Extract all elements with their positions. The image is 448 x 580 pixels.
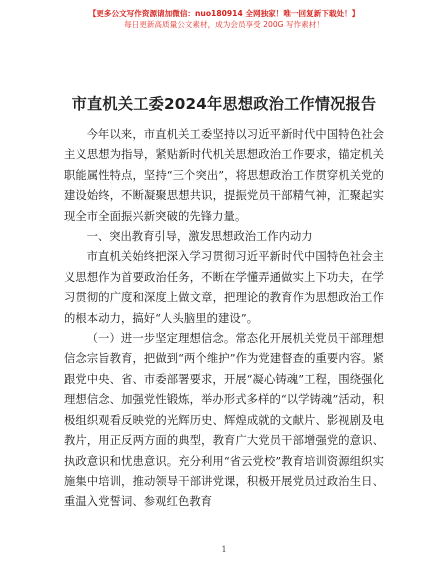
promo-banner-line1: 【更多公文写作资源请加微信：nuo180914 全网独家！唯一回复新下载处！】 [88, 9, 360, 18]
section-heading: 一、突出教育引导，激发思想政治工作内动力 [86, 230, 313, 244]
document-title: 市直机关工委2024年思想政治工作情况报告 [71, 95, 377, 113]
intro-paragraph: 今年以来，市直机关工委坚持以习近平新时代中国特色社会主义思想为指导，紧贴新时代机关思想政治工作要求，锚定机关职能属性特点，坚持“三个突出”，将思想政治工作贯穿机关党的建设始终，不断凝聚思想共识，提振党员干部精气神，汇聚起实现全市全面振兴新突破的先锋力量。 [64, 128, 384, 223]
page-number: 1 [221, 545, 227, 554]
promo-banner [0, 8, 448, 30]
document-body [64, 125, 384, 513]
promo-banner-line2: 每日更新高质量公文素材，成为会员享受 200G 写作素材！ [124, 20, 324, 29]
section-paragraph: 市直机关始终把深入学习贯彻习近平新时代中国特色社会主义思想作为首要政治任务，不断在学懂弄通做实上下功夫，在学习贯彻的广度和深度上做文章，把理论的教育作为思想政治工作的根本动力，搞好“人头脑里的建设”。 [64, 250, 384, 325]
subsection-text: 常态化开展机关党员干部理想信念宗旨教育，把做到“两个维护”作为党建督查的重要内容。紧跟党中央、省、市委部署要求，开展“凝心铸魂”工程，围绕强化理想信念、加强党性锻炼，举办形式多样的“以学铸魂”活动，积极组织观看反映党的光辉历史、辉煌成就的文献片、影视剧及电教片，用正反两方面的典型，教育广大党员干部增强党的意识、执政意识和忧患意识。充分利用“省云党校”教育培训资源组织实施集中培训，推动领导干部讲党课，积极开展党员过政治生日、重温入党誓词、参观红色教育 [64, 332, 384, 509]
subsection-paragraph [64, 329, 384, 513]
subsection-heading: （一）进一步坚定理想信念。 [86, 332, 236, 346]
